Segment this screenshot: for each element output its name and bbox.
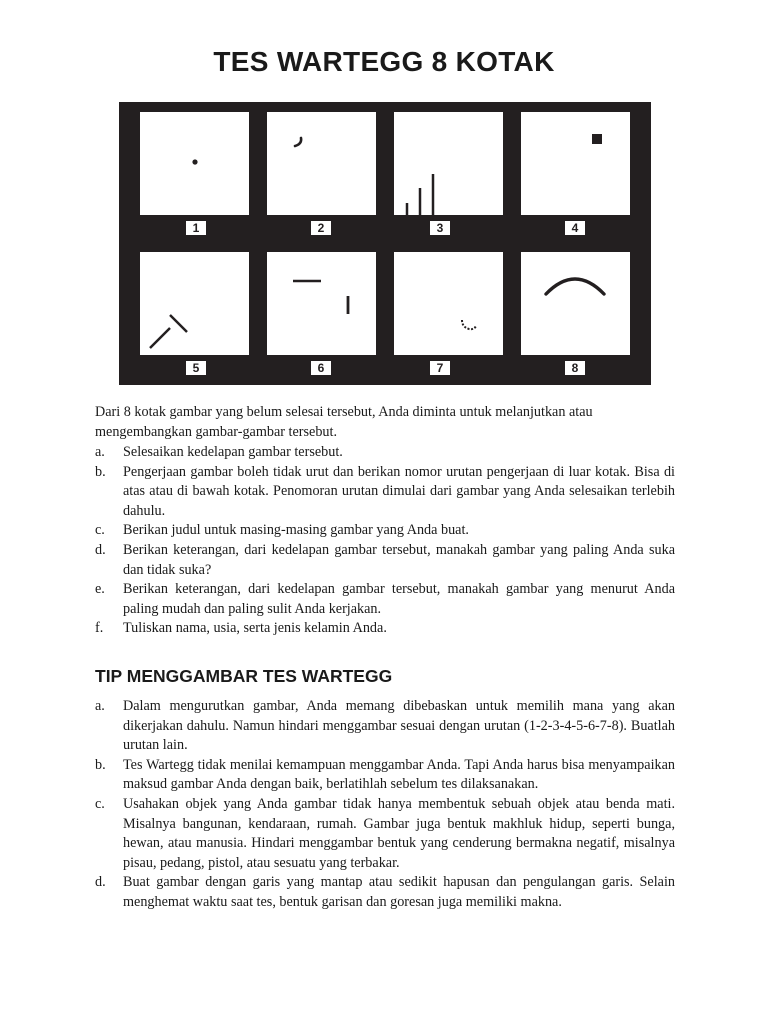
- list-marker: e.: [95, 581, 105, 598]
- list-item: [95, 521, 675, 541]
- wartegg-grid: [119, 102, 651, 385]
- list-item-text: Berikan judul untuk masing-masing gambar yang Anda buat.: [123, 522, 469, 539]
- box-2: [267, 112, 376, 215]
- list-item-text: Dalam mengurutkan gambar, Anda memang dibebaskan untuk memilih mana yang akan dikerjakan dahulu. Namun hindari menggambar sesuai dengan urutan (1-2-3-4-5-6-7-8). Buatlah urutan lain.: [123, 698, 675, 754]
- box-number-8: 8: [565, 361, 585, 375]
- list-item-text: Pengerjaan gambar boleh tidak urut dan berikan nomor urutan pengerjaan di luar kotak. Bisa di atas atau di bawah kotak. Penomoran urutan dimulai dari gambar yang Anda selesaikan terlebih dahulu.: [123, 463, 675, 519]
- tips-heading: TIP MENGGAMBAR TES WARTEGG: [95, 666, 393, 686]
- box-4: [521, 112, 630, 215]
- list-item-text: Buat gambar dengan garis yang mantap atau sedikit hapusan dan pengulangan garis. Selain menghemat waktu saat tes, bentuk garisan dan goresan juga memiliki makna.: [123, 874, 675, 910]
- stimulus-small-square: [521, 112, 630, 215]
- box-number-5: 5: [186, 361, 206, 375]
- list-item-text: Usahakan objek yang Anda gambar tidak hanya membentuk sebuah objek atau benda mati. Misalnya bangunan, kendaraan, rumah. Gambar juga bentuk makhluk hidup, seperti bunga, hewan, atau manusia. Hindari menggambar bentuk yang cenderung bermakna negatif, misalnya pisau, pedang, pistol, atau sesuatu yang terbakar.: [123, 795, 675, 871]
- box-5: [140, 252, 249, 355]
- list-item: [95, 463, 675, 522]
- list-marker: b.: [95, 463, 106, 480]
- list-marker: d.: [95, 874, 106, 891]
- list-item-text: Tes Wartegg tidak menilai kemampuan menggambar Anda. Tapi Anda harus bisa menyampaikan maksud gambar Anda dengan baik, berlatihlah sebelum tes dilaksanakan.: [123, 756, 675, 793]
- stimulus-small-curve: [267, 112, 376, 215]
- box-6: [267, 252, 376, 355]
- box-number-6: 6: [311, 361, 331, 375]
- box-1: [140, 112, 249, 215]
- list-marker: a.: [95, 444, 105, 460]
- list-marker: a.: [95, 698, 105, 714]
- list-marker: f.: [95, 620, 104, 637]
- list-item-text: Tuliskan nama, usia, serta jenis kelamin Anda.: [123, 620, 387, 637]
- box-number-2: 2: [311, 221, 331, 235]
- list-item: [95, 697, 675, 756]
- stimulus-dot: [140, 112, 249, 215]
- box-3: [394, 112, 503, 215]
- list-item-text: Berikan keterangan, dari kedelapan gambar tersebut, manakah gambar yang menurut Anda paling mudah dan paling sulit Anda kerjakan.: [123, 581, 675, 617]
- list-marker: c.: [95, 522, 105, 539]
- list-marker: c.: [95, 795, 105, 812]
- box-number-4: 4: [565, 221, 585, 235]
- box-number-3: 3: [430, 221, 450, 235]
- list-item: [95, 580, 675, 619]
- stimulus-three-ascending-lines: [394, 112, 503, 215]
- list-item: [95, 541, 675, 580]
- list-item: [95, 873, 675, 912]
- box-8: [521, 252, 630, 355]
- list-item: [95, 443, 675, 463]
- box-number-1: 1: [186, 221, 206, 235]
- stimulus-horizontal-and-vertical-line: [267, 252, 376, 355]
- list-marker: b.: [95, 756, 106, 773]
- stimulus-two-diagonal-lines: [140, 252, 249, 355]
- box-number-7: 7: [430, 361, 450, 375]
- box-7: [394, 252, 503, 355]
- list-item: [95, 795, 675, 873]
- intro-paragraph: Dari 8 kotak gambar yang belum selesai tersebut, Anda diminta untuk melanjutkan atau mengembangkan gambar-gambar tersebut.: [95, 404, 593, 440]
- list-item: [95, 619, 675, 639]
- tips-list: [95, 697, 675, 913]
- list-item-text: Berikan keterangan, dari kedelapan gambar tersebut, manakah gambar yang paling Anda suka dan tidak suka?: [123, 541, 675, 578]
- list-marker: d.: [95, 541, 106, 558]
- list-item: [95, 756, 675, 795]
- instructions-list: [95, 443, 675, 639]
- page-title: TES WARTEGG 8 KOTAK: [213, 46, 555, 77]
- stimulus-large-arc: [521, 252, 630, 355]
- stimulus-dotted-arc: [394, 252, 503, 355]
- list-item-text: Selesaikan kedelapan gambar tersebut.: [123, 444, 343, 460]
